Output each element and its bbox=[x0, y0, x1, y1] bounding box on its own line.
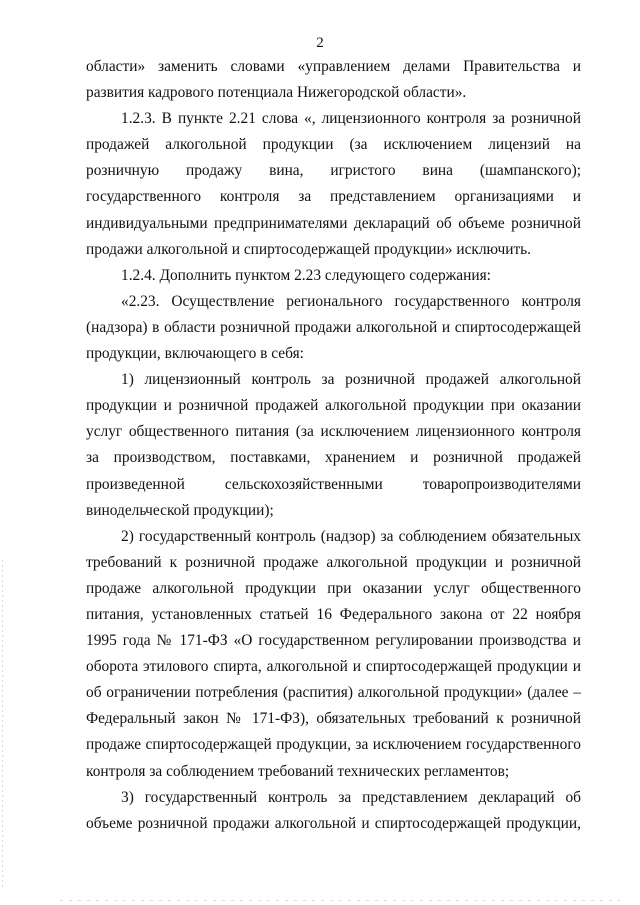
list-item-1: 1) лицензионный контроль за розничной продажей алкогольной продукции и розничной продажей алкогольной продукции при оказании услуг общественного питания (за исключением лицензионного контроля за производством, поставками, хранением и розничной продажей произведенной сельскохозяйственными товаропроизводителями винодельческой продукции); bbox=[86, 371, 581, 519]
scan-edge-bottom bbox=[60, 900, 620, 901]
list-item-3: 3) государственный контроль за представлением деклараций об объеме розничной продажи алкогольной и спиртосодержащей продукции, bbox=[86, 788, 581, 832]
paragraph-1-2-4: 1.2.4. Дополнить пунктом 2.23 следующего содержания: bbox=[121, 266, 491, 284]
list-item-2: 2) государственный контроль (надзор) за соблюдением обязательных требований к розничной продаже алкогольной продукции и розничной продаже алкогольной продукции при оказании услуг общественного питания, установленных статьей 16 Федерального закона от 22 ноября 1995 года № 171-ФЗ «О государственном регулировании производства и оборота этилового спирта, алкогольной и спиртосодержащей продукции и об ограничении потребления (распития) алкогольной продукции» (далее – Федеральный закон № 171-ФЗ), обязательных требований к розничной продаже спиртосодержащей продукции, за исключением государственного контроля за соблюдением требований технических регламентов; bbox=[86, 527, 581, 780]
document-body bbox=[86, 54, 581, 837]
page-number: 2 bbox=[316, 35, 324, 51]
paragraph-2-23: «2.23. Осуществление регионального государственного контроля (надзора) в области розничной продажи алкогольной и спиртосодержащей продукции, включающего в себя: bbox=[86, 292, 581, 363]
paragraph-continuation: области» заменить словами «управлением делами Правительства и развития кадрового потенциала Нижегородской области». bbox=[86, 58, 581, 102]
scan-edge-left bbox=[2, 560, 3, 890]
paragraph-1-2-3: 1.2.3. В пункте 2.21 слова «, лицензионного контроля за розничной продажей алкогольной продукции (за исключением лицензий на розничную продажу вина, игристого вина (шампанского); государственного контроля за представлением организациями и индивидуальными предпринимателями деклараций об объеме розничной продажи алкогольной и спиртосодержащей продукции» исключить. bbox=[86, 110, 581, 258]
